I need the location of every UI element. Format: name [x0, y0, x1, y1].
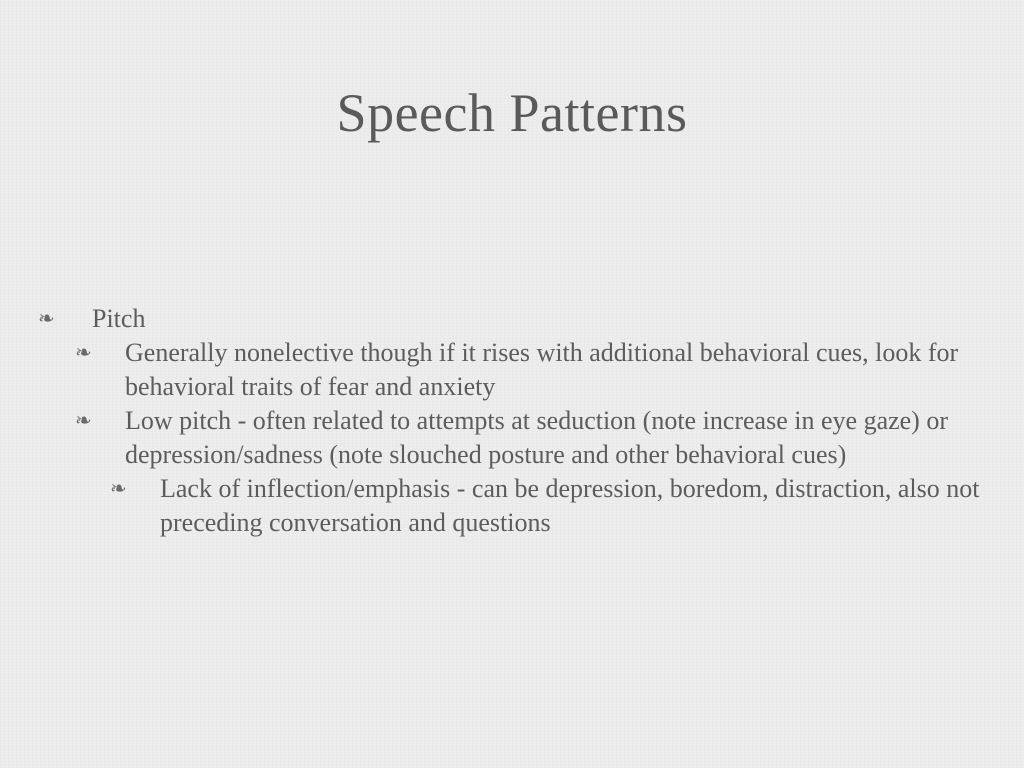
floral-heart-icon: ❧: [75, 342, 92, 364]
bullet-item: [0, 472, 1000, 540]
floral-heart-icon: ❧: [75, 410, 92, 432]
bullet-text: Pitch: [92, 304, 146, 333]
bullet-item: [0, 404, 1000, 472]
bullet-item: [0, 302, 1000, 336]
slide-title: Speech Patterns: [336, 83, 688, 143]
bullet-text: Generally nonelective though if it rises with additional behavioral cues, look for behavioral traits of fear and anxiety: [125, 338, 959, 401]
bullet-text: Low pitch - often related to attempts at seduction (note increase in eye gaze) or depression/sadness (note slouched posture and other behavioral cues): [125, 406, 948, 469]
floral-heart-icon: ❧: [38, 308, 55, 330]
bullet-item: [0, 336, 1000, 404]
bullet-list: [0, 302, 1000, 540]
floral-heart-icon: ❧: [110, 478, 127, 500]
bullet-text: Lack of inflection/emphasis - can be depression, boredom, distraction, also not preceding conversation and questions: [160, 474, 980, 537]
